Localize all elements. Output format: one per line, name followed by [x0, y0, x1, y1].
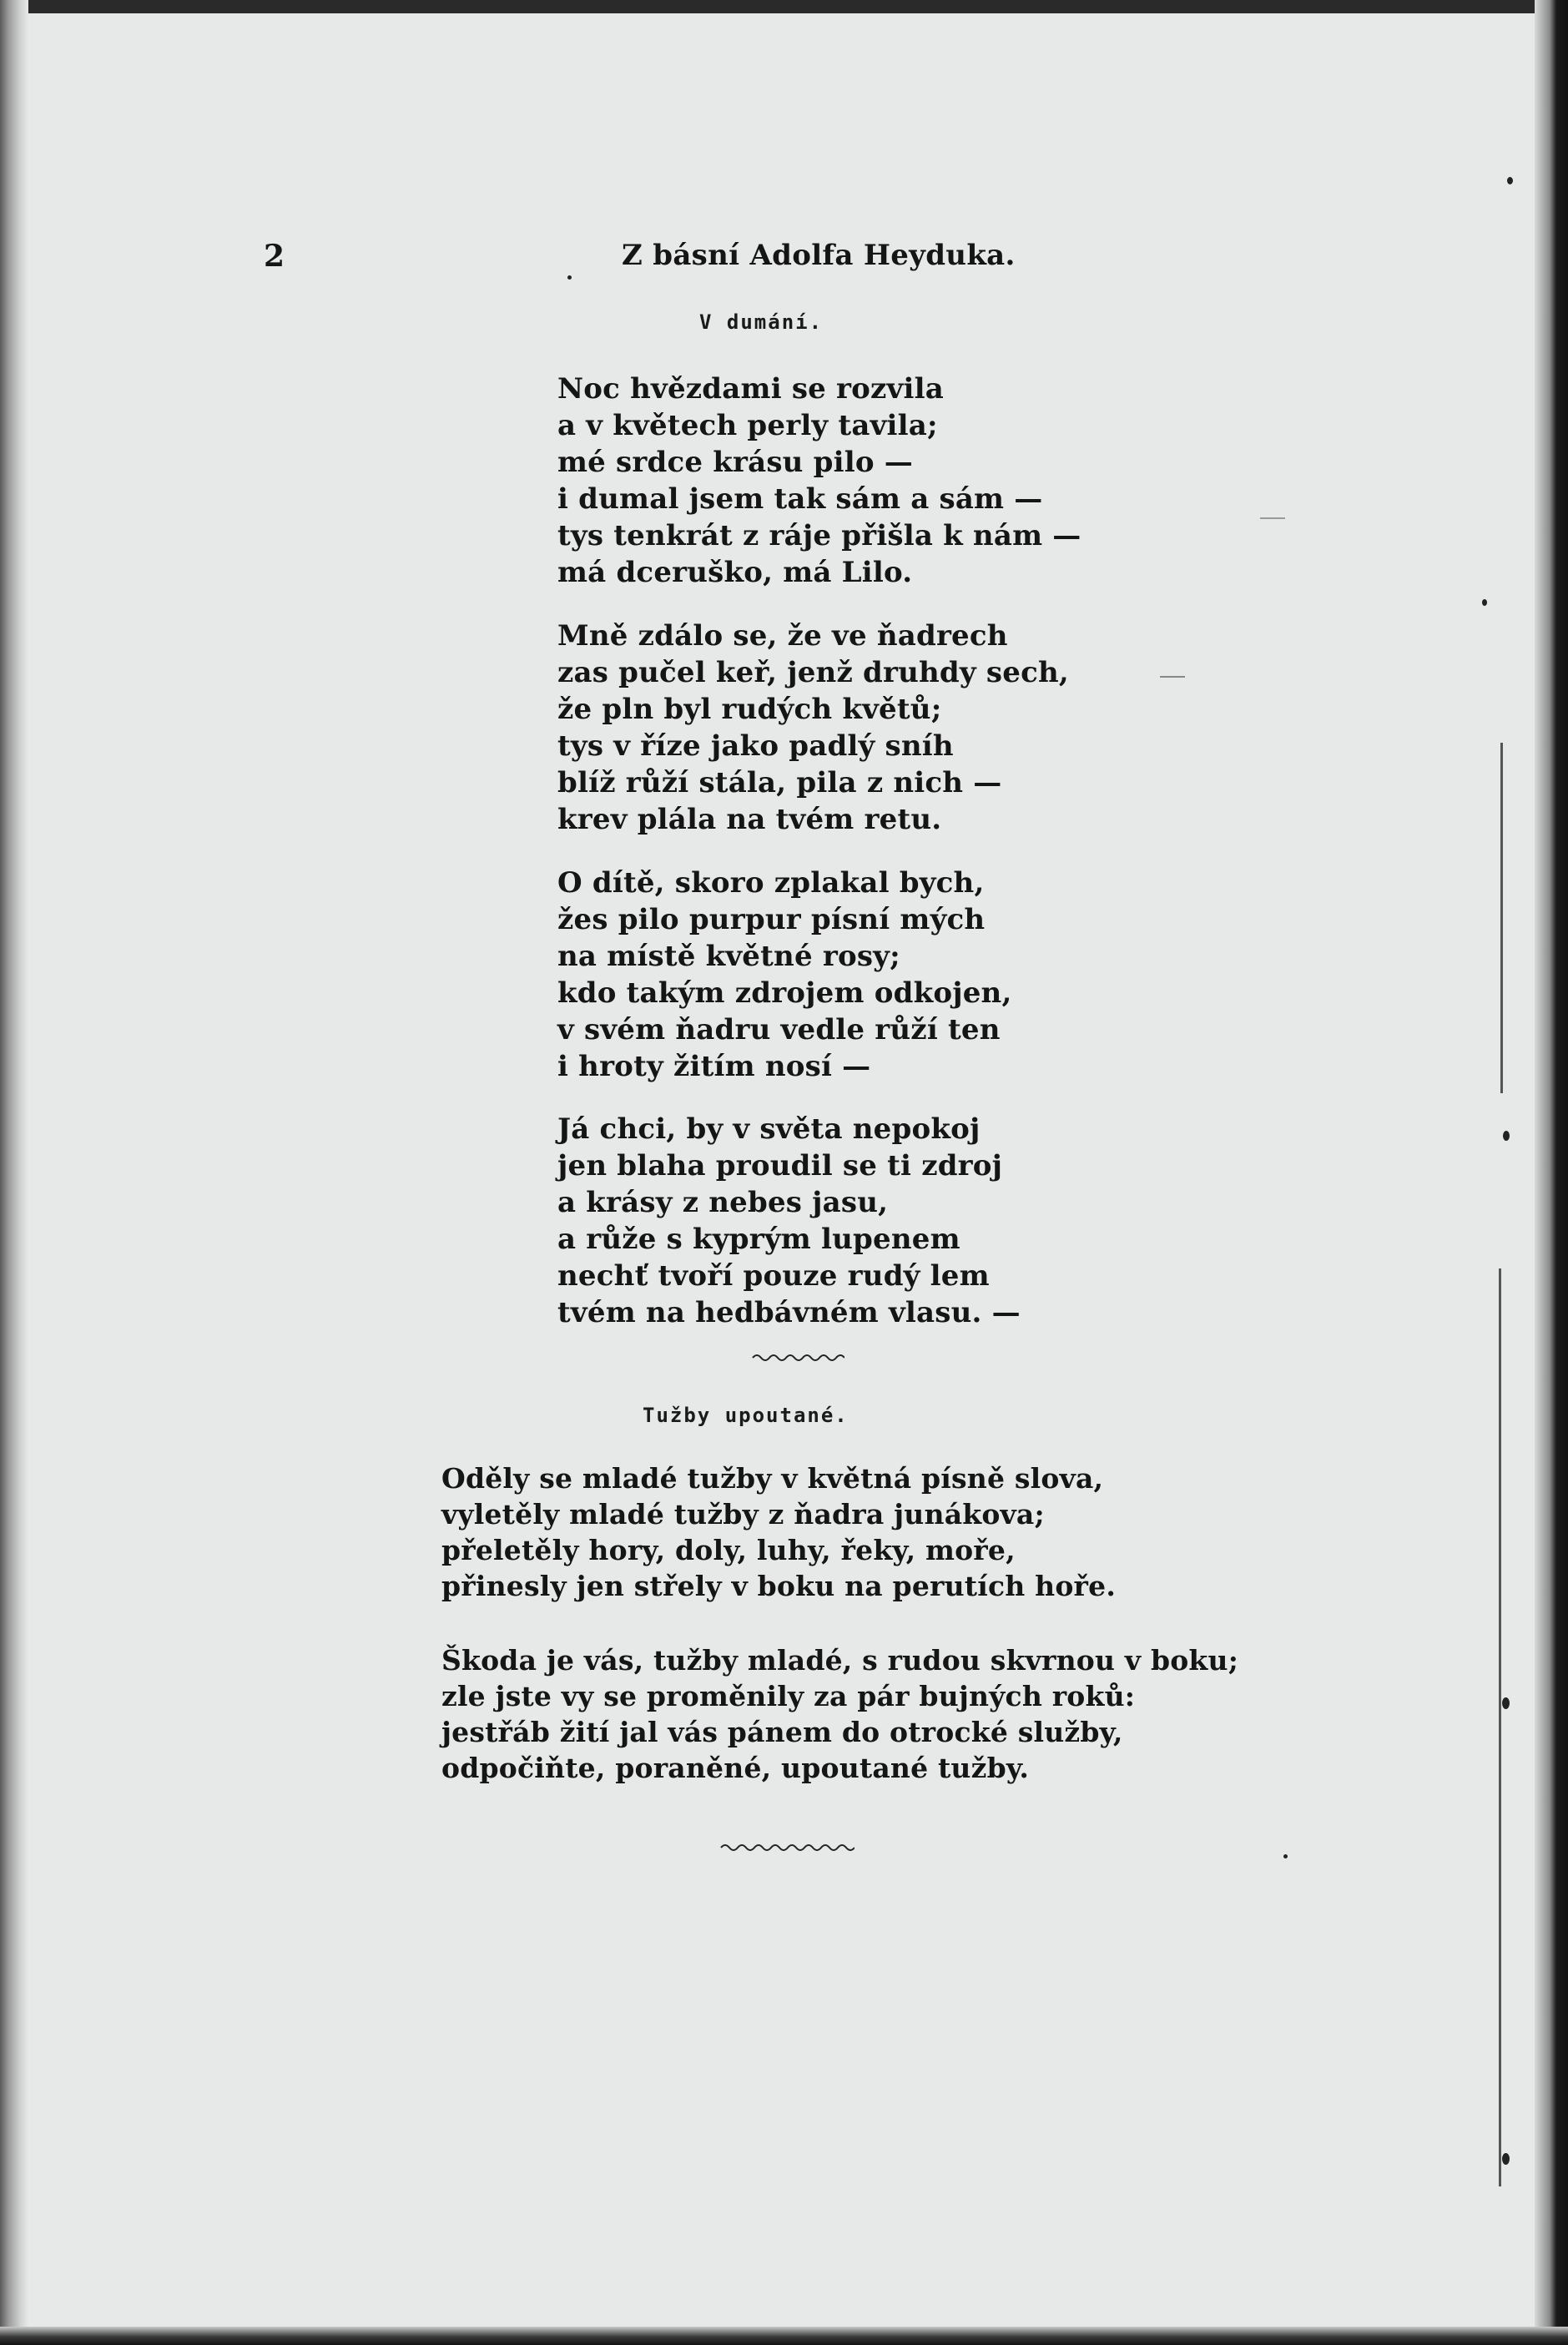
stanza — [557, 371, 1081, 591]
scan-speck — [1502, 2153, 1510, 2165]
scan-speck — [567, 275, 572, 280]
wavy-divider-ornament — [719, 1842, 855, 1853]
verse-line: a krásy z nebes jasu, — [557, 1186, 889, 1219]
verse-line: že pln byl rudých květů; — [557, 693, 942, 726]
verse-line: krev plála na tvém retu. — [557, 803, 942, 836]
scan-edge-left — [0, 0, 28, 2345]
scan-line — [1499, 1268, 1501, 2186]
verse-line: jestřáb žití jal vás pánem do otrocké služby, — [441, 1716, 1123, 1748]
poem-title: Tužby upoutané. — [643, 1404, 849, 1427]
verse-line: i hroty žitím nosí — — [557, 1050, 871, 1083]
scan-speck — [1283, 1854, 1288, 1858]
verse-line: zle jste vy se proměnily za pár bujných roků: — [441, 1680, 1136, 1712]
verse-line: přeletěly hory, doly, luhy, řeky, moře, — [441, 1534, 1016, 1566]
verse-line: kdo takým zdrojem odkojen, — [557, 976, 1012, 1010]
verse-line: O dítě, skoro zplakal bych, — [557, 866, 985, 900]
verse-line: tvém na hedbávném vlasu. — — [557, 1296, 1021, 1329]
verse-line: blíž růží stála, pila z nich — — [557, 766, 1002, 799]
verse-line: vyletěly mladé tužby z ňadra junákova; — [441, 1498, 1045, 1531]
verse-line: Oděly se mladé tužby v květná písně slova, — [441, 1462, 1104, 1495]
verse-line: Noc hvězdami se rozvila — [557, 372, 944, 406]
verse-line: i dumal jsem tak sám a sám — — [557, 482, 1043, 516]
verse-line: v svém ňadru vedle růží ten — [557, 1013, 1001, 1046]
scan-speck — [1482, 599, 1487, 606]
wavy-divider-ornament — [751, 1352, 845, 1364]
scan-speck — [1507, 177, 1513, 184]
verse-line: a růže s kyprým lupenem — [557, 1223, 960, 1256]
stanza — [557, 618, 1069, 838]
verse-line: zas pučel keř, jenž druhdy sech, — [557, 656, 1069, 689]
verse-line: Já chci, by v světa nepokoj — [557, 1112, 981, 1146]
scan-line — [1500, 743, 1503, 1093]
verse-line: odpočiňte, poraněné, upoutané tužby. — [441, 1752, 1030, 1784]
verse-line: tys tenkrát z ráje přišla k nám — — [557, 519, 1081, 552]
running-title: Z básní Adolfa Heyduka. — [622, 239, 1016, 272]
scan-edge-top — [0, 0, 1568, 13]
stanza — [557, 1111, 1021, 1331]
verse-line: Mně zdálo se, že ve ňadrech — [557, 619, 1008, 653]
scan-edge-right — [1535, 0, 1568, 2345]
verse-line: žes pilo purpur písní mých — [557, 903, 986, 936]
scan-speck — [1502, 1697, 1510, 1709]
scan-line — [1160, 676, 1185, 678]
verse-line: má dceruško, má Lilo. — [557, 556, 913, 589]
page-number: 2 — [264, 239, 285, 274]
scan-speck — [1503, 1131, 1510, 1141]
verse-line: Škoda je vás, tužby mladé, s rudou skvrnou v boku; — [441, 1644, 1239, 1677]
stanza — [441, 1642, 1238, 1786]
verse-line: nechť tvoří pouze rudý lem — [557, 1259, 990, 1293]
scan-line — [1260, 517, 1285, 519]
stanza — [441, 1460, 1116, 1604]
stanza — [557, 865, 1012, 1085]
verse-line: přinesly jen střely v boku na perutích hoře. — [441, 1570, 1117, 1602]
verse-line: tys v říze jako padlý sníh — [557, 729, 954, 763]
scan-edge-bottom — [0, 2327, 1568, 2345]
poem-title: V dumání. — [699, 310, 824, 334]
verse-line: na místě květné rosy; — [557, 940, 900, 973]
verse-line: jen blaha proudil se ti zdroj — [557, 1149, 1003, 1183]
verse-line: a v květech perly tavila; — [557, 409, 938, 442]
verse-line: mé srdce krásu pilo — — [557, 446, 913, 479]
